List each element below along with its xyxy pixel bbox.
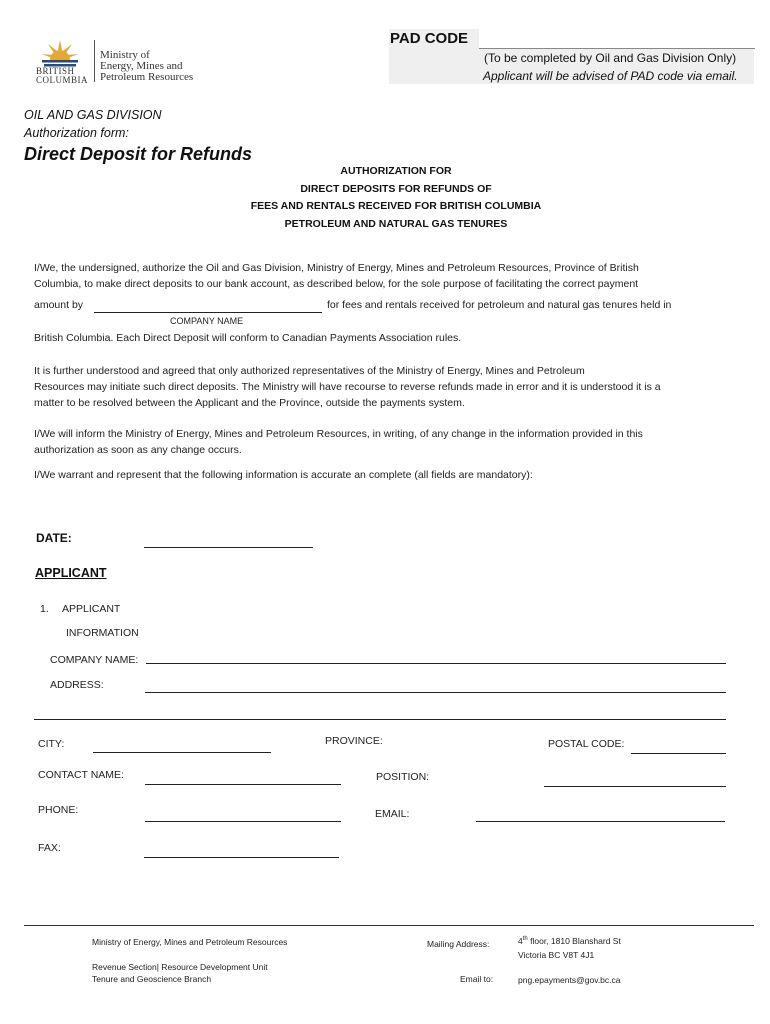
position-label: POSITION: [376,771,430,783]
heading-line3: FEES AND RENTALS RECEIVED FOR BRITISH COLUMBIA [250,200,542,212]
warranty-statement: I/We warrant and represent that the following information is accurate an complete (all fields are mandatory): [34,469,533,481]
date-field[interactable] [144,547,313,548]
province-label: PROVINCE: [325,735,383,747]
p1-line2: Columbia, to make direct deposits to our bank account, as described below, for the sole purpose of facilitating the correct payment [34,278,639,290]
address-input-line2[interactable] [34,719,726,720]
footer-section: Revenue Section| Resource Development Unit [92,962,268,972]
ministry-line2: Energy, Mines and [100,60,183,72]
mailing-address-label: Mailing Address: [427,939,490,949]
address-input[interactable] [145,692,726,693]
postal-code-label: POSTAL CODE: [548,738,625,750]
item-number: 1. [40,603,49,615]
date-label: DATE: [36,531,72,545]
authorization-paragraph-2 [34,363,734,411]
email-to-link[interactable]: png.epayments@gov.bc.ca [518,975,621,985]
heading-line4: PETROLEUM AND NATURAL GAS TENURES [284,217,508,230]
bc-word-line2: COLUMBIA [36,75,89,85]
company-name-field[interactable] [94,312,322,313]
pad-code-input[interactable] [479,28,755,49]
authorization-heading [190,163,602,233]
email-to-label: Email to: [460,974,494,984]
logo-divider [94,40,95,82]
applicant-heading: APPLICANT [35,566,107,580]
p2-line1: It is further understood and agreed that only authorized representatives of the Ministry of Energy, Mines and Petroleum [34,365,585,377]
city-input[interactable] [93,752,271,753]
p3-line2: authorization as soon as any change occurs. [34,444,242,456]
phone-label: PHONE: [38,804,79,816]
company-name-label: COMPANY NAME: [50,654,139,666]
pad-code-note: (To be completed by Oil and Gas Division Only) [484,51,737,65]
company-name-caption: COMPANY NAME [170,316,244,326]
p3-line1: I/We will inform the Ministry of Energy, Mines and Petroleum Resources, in writing, of any change in the information provided in this [34,428,643,440]
fax-label: FAX: [38,842,61,854]
authorization-paragraph-3 [34,426,734,458]
email-label: EMAIL: [375,808,410,820]
street-address: floor, 1810 Blanshard St [527,936,621,946]
p1-line4: British Columbia. Each Direct Deposit will conform to Canadian Payments Association rules. [34,332,462,344]
heading-line2: DIRECT DEPOSITS FOR REFUNDS OF [300,182,492,195]
amount-by-text: amount by [34,299,84,311]
mailing-address-line1 [518,936,621,946]
contact-name-label: CONTACT NAME: [38,769,124,781]
item-sub-label: INFORMATION [66,627,139,639]
phone-input[interactable] [145,821,341,822]
p2-line2: Resources may initiate such direct deposits. The Ministry will have recourse to reverse refunds made in error and it is understood it is a [34,381,661,393]
bc-word-line1: BRITISH [36,66,75,76]
authorization-paragraph-1 [34,260,734,292]
email-input[interactable] [476,821,725,822]
postal-code-input[interactable] [631,753,726,754]
ministry-line3: Petroleum Resources [100,71,194,83]
after-company-text: for fees and rentals received for petroleum and natural gas tenures held in [327,299,672,311]
city-label: CITY: [38,738,65,750]
company-name-input[interactable] [146,663,726,664]
ministry-name [100,50,193,83]
page-title: Direct Deposit for Refunds [24,144,253,164]
item-label: APPLICANT [62,603,121,615]
footer-divider [24,925,754,926]
floor-number: 4 [518,936,523,946]
heading-line1: AUTHORIZATION FOR [340,165,452,177]
pad-code-advice: Applicant will be advised of PAD code via email. [483,69,738,83]
mailing-address-line2: Victoria BC V8T 4J1 [518,950,595,960]
footer-branch: Tenure and Geoscience Branch [92,974,212,984]
address-label: ADDRESS: [50,679,104,691]
sun-logo-icon [40,36,80,68]
pad-code-title: PAD CODE [390,30,469,47]
division-name: OIL AND GAS DIVISION [24,108,162,122]
fax-input[interactable] [144,857,339,858]
form-label: Authorization form: [24,126,129,140]
position-input[interactable] [544,786,726,787]
p2-line3: matter to be resolved between the Applicant and the Province, outside the payments system. [34,397,465,409]
contact-name-input[interactable] [145,784,341,785]
floor-suffix: th [522,936,528,943]
footer-org: Ministry of Energy, Mines and Petroleum Resources [92,937,288,947]
p1-line1: I/We, the undersigned, authorize the Oil and Gas Division, Ministry of Energy, Mines and Petroleum Resources, Province of British [34,262,639,274]
ministry-line1: Ministry of [100,49,150,61]
